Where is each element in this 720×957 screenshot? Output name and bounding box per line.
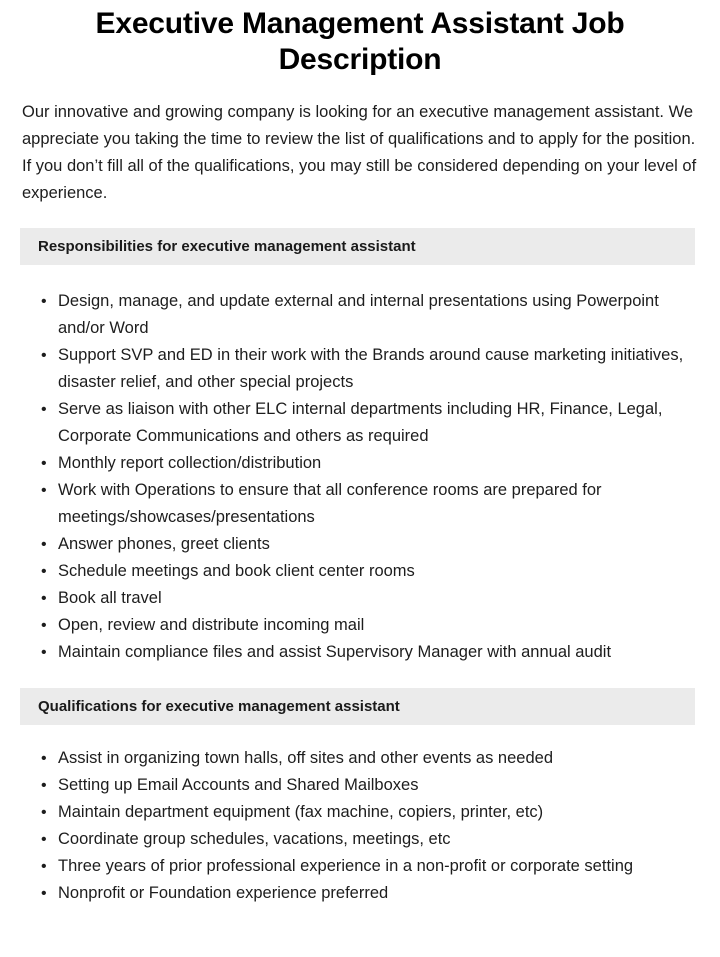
list-item: • Monthly report collection/distribution — [0, 450, 720, 477]
list-item: • Maintain compliance files and assist Supervisory Manager with annual audit — [0, 639, 720, 666]
list-item: • Open, review and distribute incoming mail — [0, 612, 720, 639]
list-item: • Coordinate group schedules, vacations, meetings, etc — [0, 826, 720, 853]
list-item: • Three years of prior professional experience in a non-profit or corporate setting — [0, 853, 720, 880]
section-header-qualifications: Qualifications for executive management assistant — [20, 688, 695, 725]
list-item: • Book all travel — [0, 585, 720, 612]
list-item: • Schedule meetings and book client center rooms — [0, 558, 720, 585]
page-title: Executive Management Assistant Job Description — [95, 7, 625, 76]
list-item: • Work with Operations to ensure that all conference rooms are prepared for meetings/showcases/presentations — [0, 477, 720, 531]
list-item: • Answer phones, greet clients — [0, 531, 720, 558]
list-item: • Support SVP and ED in their work with the Brands around cause marketing initiatives, disaster relief, and other special projects — [0, 342, 720, 396]
list-item: • Assist in organizing town halls, off sites and other events as needed — [0, 745, 720, 772]
intro-paragraph: Our innovative and growing company is looking for an executive management assistant. We appreciate you taking the time to review the list of qualifications and to apply for the position. If you don’t fill all of the qualifications, you may still be considered depending on your level of experience. — [22, 103, 697, 202]
qualifications-list — [0, 725, 720, 907]
list-item: • Nonprofit or Foundation experience preferred — [0, 880, 720, 907]
list-item: • Serve as liaison with other ELC internal departments including HR, Finance, Legal, Corporate Communications and others as required — [0, 396, 720, 450]
section-qualifications — [0, 688, 720, 907]
section-header-responsibilities: Responsibilities for executive management assistant — [20, 228, 695, 265]
responsibilities-list — [0, 265, 720, 666]
section-responsibilities — [0, 228, 720, 666]
list-item: • Maintain department equipment (fax machine, copiers, printer, etc) — [0, 799, 720, 826]
list-item: • Setting up Email Accounts and Shared Mailboxes — [0, 772, 720, 799]
list-item: • Design, manage, and update external and internal presentations using Powerpoint and/or Word — [0, 288, 720, 342]
